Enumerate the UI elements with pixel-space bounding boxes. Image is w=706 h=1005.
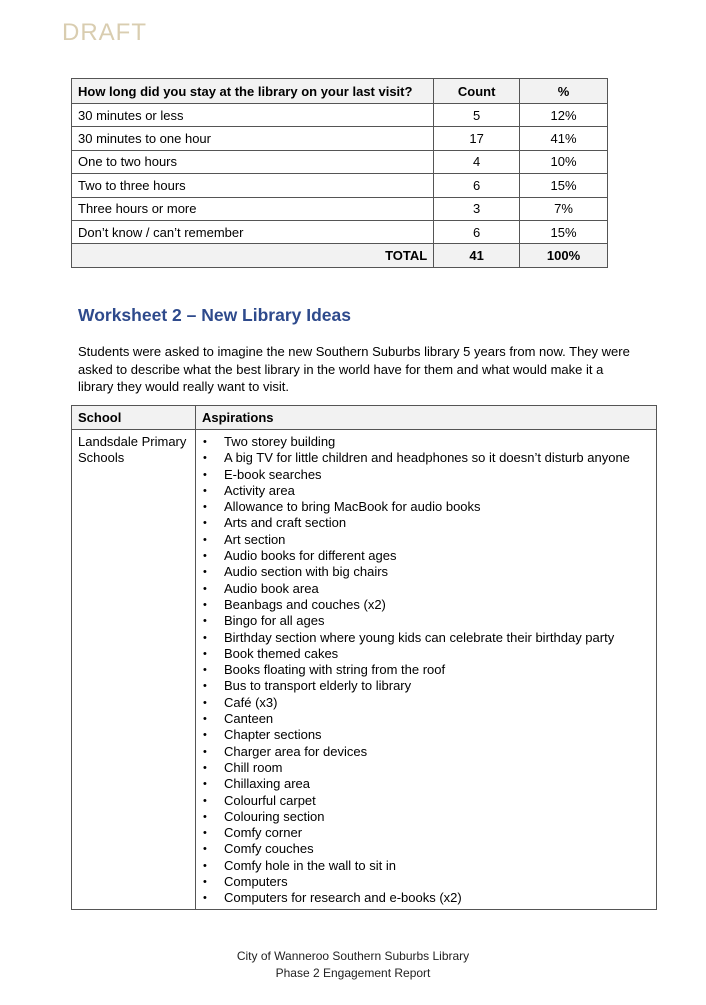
table-row xyxy=(72,197,608,220)
aspiration-list-item: • Activity area xyxy=(202,483,650,499)
aspiration-list-item: • E-book searches xyxy=(202,467,650,483)
aspiration-list-item: • Bus to transport elderly to library xyxy=(202,678,650,694)
duration-cell: 30 minutes to one hour xyxy=(72,127,434,150)
aspirations-cell xyxy=(196,430,657,910)
duration-cell: Three hours or more xyxy=(72,197,434,220)
aspiration-list-item: • Chill room xyxy=(202,760,650,776)
aspiration-list-item: • Audio books for different ages xyxy=(202,548,650,564)
page-footer xyxy=(0,948,706,982)
section-paragraph: Students were asked to imagine the new Southern Suburbs library 5 years from now. They were asked to describe what the best library in the world have for them and what would make it a library they would really want to visit. xyxy=(78,344,630,394)
percent-cell: 12% xyxy=(520,104,608,127)
percent-cell: 41% xyxy=(520,127,608,150)
aspiration-list-item: • Arts and craft section xyxy=(202,515,650,531)
aspiration-list-item: • Comfy hole in the wall to sit in xyxy=(202,858,650,874)
column-header-school: School xyxy=(72,406,196,430)
aspiration-list-item: • Audio book area xyxy=(202,581,650,597)
column-header-percent: % xyxy=(520,79,608,104)
aspiration-list-item: • Bingo for all ages xyxy=(202,613,650,629)
aspiration-list-item: • Comfy corner xyxy=(202,825,650,841)
table-row xyxy=(72,430,657,910)
table-row xyxy=(72,127,608,150)
aspiration-list-item: • Colourful carpet xyxy=(202,793,650,809)
section-heading: Worksheet 2 – New Library Ideas xyxy=(78,305,351,325)
aspiration-list-item: • Chapter sections xyxy=(202,727,650,743)
aspiration-list-item: • Charger area for devices xyxy=(202,744,650,760)
aspiration-list-item: • Colouring section xyxy=(202,809,650,825)
table-row xyxy=(72,104,608,127)
total-count: 41 xyxy=(434,244,520,267)
table-row xyxy=(72,150,608,173)
column-header-question: How long did you stay at the library on your last visit? xyxy=(72,79,434,104)
table-row xyxy=(72,220,608,243)
aspiration-list-item: • Canteen xyxy=(202,711,650,727)
percent-cell: 15% xyxy=(520,220,608,243)
school-name: Landsdale Primary Schools xyxy=(72,430,196,910)
draft-watermark: DRAFT xyxy=(62,19,147,46)
count-cell: 17 xyxy=(434,127,520,150)
percent-cell: 15% xyxy=(520,174,608,197)
count-cell: 6 xyxy=(434,174,520,197)
duration-cell: Two to three hours xyxy=(72,174,434,197)
aspiration-list-item: • Art section xyxy=(202,532,650,548)
aspiration-list-item: • Computers for research and e-books (x2) xyxy=(202,890,650,906)
aspiration-list-item: • Two storey building xyxy=(202,434,650,450)
column-header-count: Count xyxy=(434,79,520,104)
total-percent: 100% xyxy=(520,244,608,267)
percent-cell: 10% xyxy=(520,150,608,173)
count-cell: 6 xyxy=(434,220,520,243)
duration-cell: 30 minutes or less xyxy=(72,104,434,127)
aspiration-list-item: • Chillaxing area xyxy=(202,776,650,792)
aspiration-list-item: • Books floating with string from the roof xyxy=(202,662,650,678)
footer-subtitle: Phase 2 Engagement Report xyxy=(275,966,431,980)
library-ideas-table xyxy=(71,405,657,910)
aspiration-list-item: • Birthday section where young kids can celebrate their birthday party xyxy=(202,630,650,646)
table-header-row xyxy=(72,406,657,430)
aspiration-list-item: • Audio section with big chairs xyxy=(202,564,650,580)
footer-title: City of Wanneroo Southern Suburbs Library xyxy=(236,949,470,963)
count-cell: 3 xyxy=(434,197,520,220)
aspiration-list-item: • Allowance to bring MacBook for audio books xyxy=(202,499,650,515)
count-cell: 4 xyxy=(434,150,520,173)
table-total-row xyxy=(72,244,608,267)
aspiration-list-item: • Beanbags and couches (x2) xyxy=(202,597,650,613)
visit-duration-table xyxy=(71,78,608,268)
duration-cell: Don’t know / can’t remember xyxy=(72,220,434,243)
duration-cell: One to two hours xyxy=(72,150,434,173)
total-label: TOTAL xyxy=(72,244,434,267)
count-cell: 5 xyxy=(434,104,520,127)
aspiration-list-item: • Computers xyxy=(202,874,650,890)
aspirations-list xyxy=(202,434,650,907)
column-header-aspirations: Aspirations xyxy=(196,406,657,430)
table-header-row xyxy=(72,79,608,104)
aspiration-list-item: • Comfy couches xyxy=(202,841,650,857)
aspiration-list-item: • A big TV for little children and headphones so it doesn’t disturb anyone xyxy=(202,450,650,466)
aspiration-list-item: • Book themed cakes xyxy=(202,646,650,662)
table-row xyxy=(72,174,608,197)
aspiration-list-item: • Café (x3) xyxy=(202,695,650,711)
percent-cell: 7% xyxy=(520,197,608,220)
